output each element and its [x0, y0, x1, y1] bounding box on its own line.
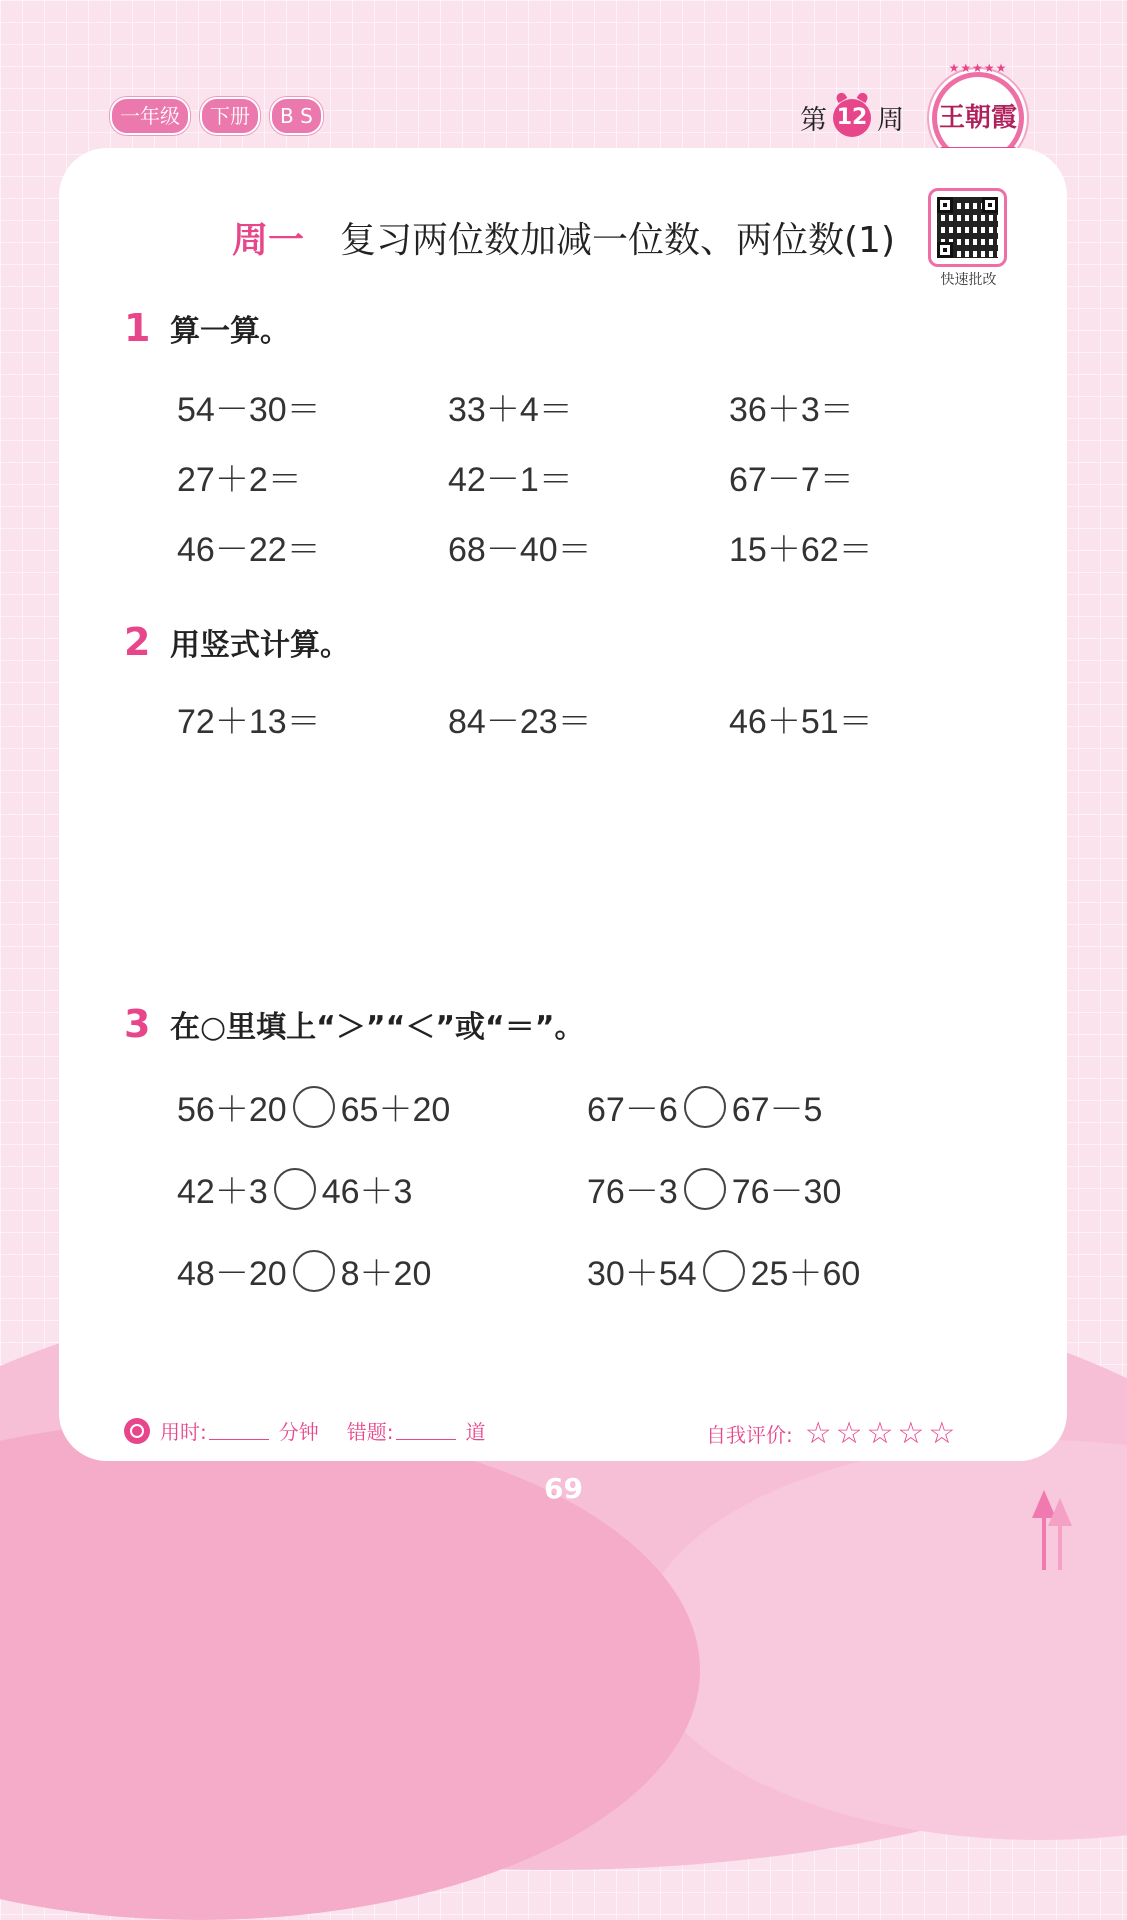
section-number: 3: [124, 1002, 151, 1046]
comparison-problem: [177, 1164, 412, 1213]
alarm-clock-icon: [833, 99, 871, 137]
comparison-left: 30＋54: [587, 1255, 697, 1293]
comparison-problem: [587, 1246, 860, 1295]
problem: 33＋4＝: [448, 391, 573, 429]
comparison-left: 48－20: [177, 1255, 287, 1293]
section-number: 1: [124, 306, 151, 350]
star-icon: ★★★★★: [948, 61, 1008, 75]
stopwatch-icon: [124, 1418, 150, 1444]
problem: 36＋3＝: [729, 391, 854, 429]
qr-finder: [937, 197, 953, 213]
comparison-problem: [177, 1082, 450, 1131]
page-title: [232, 212, 895, 263]
section-3-heading: [124, 1002, 584, 1046]
footer-time-errors: [124, 1416, 486, 1445]
time-unit: 分钟: [278, 1420, 319, 1444]
errors-label: 错题:: [346, 1420, 394, 1444]
section-label: 在○里填上“＞”“＜”或“＝”。: [170, 1010, 585, 1045]
self-eval-label: 自我评价:: [706, 1423, 793, 1447]
title-text: 复习两位数加减一位数、两位数(1): [340, 220, 896, 261]
problem: 54－30＝: [177, 391, 321, 429]
answer-circle[interactable]: [684, 1086, 726, 1128]
comparison-right: 8＋20: [340, 1255, 432, 1293]
problem: 72＋13＝: [177, 703, 321, 741]
week-suffix: 周: [877, 105, 904, 136]
comparison-left: 56＋20: [177, 1091, 287, 1129]
problem: 42－1＝: [448, 461, 573, 499]
problem: 67－7＝: [729, 461, 854, 499]
qr-label: 快速批改: [940, 272, 997, 288]
problem: 84－23＝: [448, 703, 592, 741]
answer-circle[interactable]: [684, 1168, 726, 1210]
section-label: 算一算。: [170, 314, 290, 349]
comparison-left: 67－6: [587, 1091, 678, 1129]
page-number: 69: [544, 1472, 583, 1505]
comparison-problem: [587, 1082, 822, 1131]
qr-finder: [937, 242, 953, 258]
comparison-problem: [177, 1246, 431, 1295]
qr-icon: [937, 197, 998, 258]
problem: 15＋62＝: [729, 531, 873, 569]
comparison-right: 46＋3: [321, 1173, 413, 1211]
qr-code[interactable]: [928, 188, 1015, 289]
edition-tag: B S: [270, 97, 323, 135]
comparison-right: 25＋60: [750, 1255, 861, 1293]
week-prefix: 第: [800, 105, 827, 136]
problem: 46＋51＝: [729, 703, 873, 741]
comparison-right: 76－30: [731, 1173, 842, 1211]
errors-blank[interactable]: [396, 1421, 456, 1440]
arrow-up-icon: [1030, 1490, 1074, 1570]
section-2-heading: [124, 620, 350, 664]
grade-tags: [110, 97, 323, 135]
answer-circle[interactable]: [703, 1250, 745, 1292]
answer-circle[interactable]: [274, 1168, 316, 1210]
section-label: 用竖式计算。: [170, 628, 350, 663]
section-1-heading: [124, 306, 290, 350]
qr-frame: [928, 188, 1007, 267]
problem: 27＋2＝: [177, 461, 302, 499]
time-blank[interactable]: [209, 1421, 269, 1440]
problem: 46－22＝: [177, 531, 321, 569]
rating-stars[interactable]: ☆☆☆☆☆: [804, 1416, 960, 1451]
time-label: 用时:: [160, 1420, 207, 1444]
comparison-right: 67－5: [731, 1091, 823, 1129]
week-number: 12: [836, 104, 868, 130]
footer-self-eval: [706, 1416, 959, 1451]
comparison-problem: [587, 1164, 841, 1213]
section-number: 2: [124, 620, 151, 664]
week-indicator: [800, 98, 904, 137]
qr-finder: [982, 197, 998, 213]
title-day: 周一: [232, 220, 305, 261]
brand-name: 王朝霞: [938, 103, 1017, 133]
comparison-right: 65＋20: [340, 1091, 451, 1129]
grade-tag: 一年级: [110, 97, 190, 135]
answer-circle[interactable]: [293, 1250, 335, 1292]
comparison-left: 76－3: [587, 1173, 678, 1211]
answer-circle[interactable]: [293, 1086, 335, 1128]
problem: 68－40＝: [448, 531, 592, 569]
comparison-left: 42＋3: [177, 1173, 268, 1211]
errors-unit: 道: [465, 1420, 486, 1444]
volume-tag: 下册: [200, 97, 260, 135]
